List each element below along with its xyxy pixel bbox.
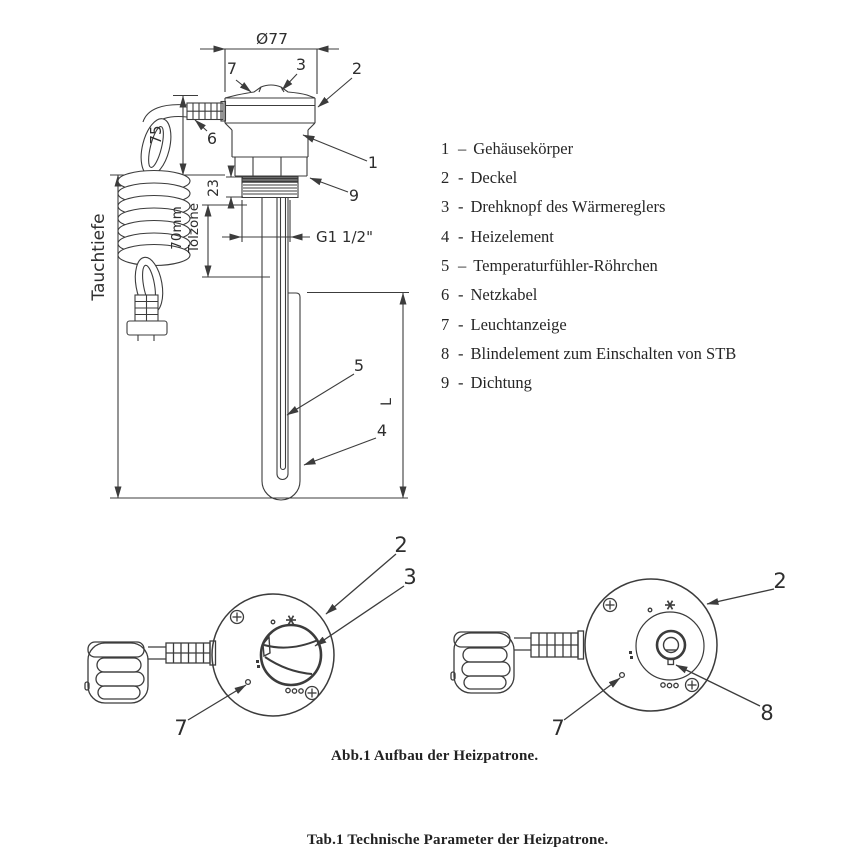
legend-dash: - — [458, 314, 464, 334]
snowflake-symbol — [286, 616, 296, 625]
legend-dash: - — [458, 373, 464, 393]
legend-num: 8 — [441, 344, 450, 364]
legend-label: Netzkabel — [470, 285, 538, 305]
legend-label: Leuchtanzeige — [470, 314, 567, 334]
legend-item-5 — [441, 251, 736, 280]
heating-element-tubes — [262, 198, 300, 500]
legend-dash: – — [458, 256, 467, 276]
figure-caption: Abb.1 Aufbau der Heizpatrone. — [331, 748, 539, 764]
legend-num: 2 — [441, 168, 450, 188]
dim-thread-length-label: 23 — [206, 179, 222, 197]
cap-profile — [225, 85, 315, 98]
cable-gland — [531, 631, 584, 659]
callout-3: 3 — [295, 55, 307, 74]
dimension-diameter — [200, 49, 339, 94]
legend-label: Deckel — [470, 168, 518, 188]
dimension-thread-size — [222, 200, 310, 242]
dim-immersion-depth-label: Tauchtiefe — [89, 213, 109, 301]
indicator-light — [620, 673, 625, 678]
power-plug — [127, 321, 167, 341]
dial-bar-markings — [256, 660, 260, 668]
callout-9: 9 — [348, 186, 360, 205]
legend-item-3 — [441, 193, 736, 222]
legend-item-7 — [441, 310, 736, 339]
legend-item-6 — [441, 281, 736, 310]
callout-1: 1 — [367, 153, 379, 172]
cover-disc — [585, 579, 717, 711]
callout-7: 7 — [551, 716, 565, 740]
callout-3: 3 — [403, 565, 417, 589]
sensor-tube — [281, 198, 286, 470]
callout-2: 2 — [773, 569, 787, 593]
dim-dead-zone-value: 70mm — [169, 206, 185, 250]
cover-screw — [231, 611, 244, 624]
knob-recess — [636, 612, 704, 680]
dim-diameter-label: Ø77 — [256, 30, 288, 48]
face-view-knob-removed — [430, 530, 830, 750]
legend-dash: - — [458, 226, 464, 246]
parts-legend — [441, 134, 736, 398]
legend-label: Drehknopf des Wärmereglers — [470, 197, 666, 217]
legend-label: Gehäusekörper — [473, 138, 574, 158]
cover-screw — [686, 679, 699, 692]
legend-dash: - — [458, 344, 464, 364]
legend-label: Temperaturfühler-Röhrchen — [473, 256, 658, 276]
dim-dead-zone-label: Tolzone — [186, 202, 202, 254]
power-plug — [85, 642, 166, 703]
legend-num: 9 — [441, 373, 450, 393]
dial-dot-markings — [661, 683, 678, 688]
cover-screw — [604, 599, 617, 612]
legend-label: Dichtung — [470, 373, 532, 393]
face-view-with-knob — [60, 530, 450, 748]
legend-dash: - — [458, 285, 464, 305]
legend-num: 6 — [441, 285, 450, 305]
legend-dash: - — [458, 197, 464, 217]
legend-num: 3 — [441, 197, 450, 217]
power-plug — [451, 632, 531, 693]
dial-dot-markings — [286, 688, 303, 693]
legend-num: 1 — [441, 138, 450, 158]
dial-dot-marking — [271, 620, 275, 624]
legend-num: 5 — [441, 256, 450, 276]
legend-item-1 — [441, 134, 736, 163]
dial-dot-marking — [648, 608, 652, 612]
snowflake-symbol — [665, 601, 675, 610]
callout-7: 7 — [174, 716, 188, 740]
dim-thread-size-label: G1 1/2" — [316, 228, 373, 246]
cover-screw — [306, 687, 319, 700]
legend-item-9 — [441, 369, 736, 398]
legend-item-4 — [441, 222, 736, 251]
main-technical-drawing — [85, 8, 430, 523]
callout-2: 2 — [351, 59, 363, 78]
callout-4: 4 — [376, 421, 388, 440]
legend-num: 4 — [441, 226, 450, 246]
legend-dash: – — [458, 138, 467, 158]
cable-gland — [166, 641, 216, 665]
thermostat-knob — [261, 625, 321, 685]
legend-item-8 — [441, 339, 736, 368]
indicator-light — [246, 680, 251, 685]
callout-7: 7 — [226, 59, 238, 78]
callout-8: 8 — [760, 701, 774, 725]
legend-label: Blindelement zum Einschalten von STB — [470, 344, 737, 364]
legend-dash: - — [458, 168, 464, 188]
legend-num: 7 — [441, 314, 450, 334]
dim-element-length-label: L — [379, 398, 395, 406]
hex-nut — [235, 157, 307, 176]
plug-strain-relief — [135, 295, 158, 321]
middle-tube — [277, 198, 288, 480]
cable-gland — [187, 102, 226, 122]
callout-2: 2 — [394, 533, 408, 557]
gasket-and-thread — [242, 176, 298, 198]
callout-6: 6 — [206, 129, 218, 148]
dial-bar-markings — [629, 651, 633, 659]
legend-item-2 — [441, 163, 736, 192]
table-caption: Tab.1 Technische Parameter der Heizpatrone. — [307, 832, 609, 848]
callout-5: 5 — [353, 356, 365, 375]
thermostat-shaft-boss — [657, 631, 685, 659]
dim-cap-height-label: 75 — [147, 125, 165, 145]
legend-label: Heizelement — [470, 226, 554, 246]
callout-leaders — [188, 554, 404, 720]
